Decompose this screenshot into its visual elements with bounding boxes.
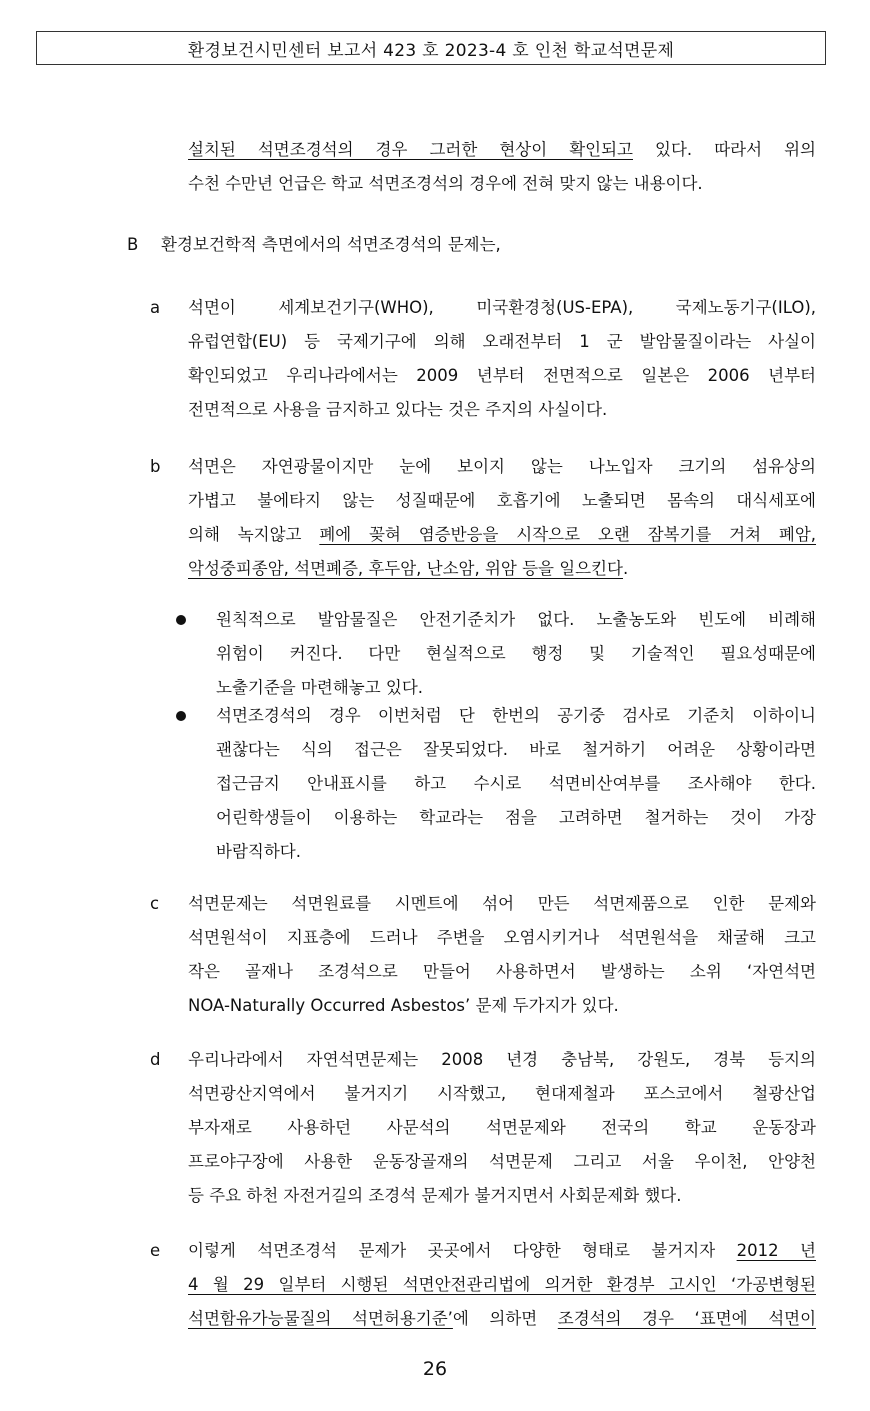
- item-e-marker: e: [150, 1241, 161, 1260]
- item-a-marker: a: [150, 298, 161, 317]
- item-c-paragraph: 석면문제는 석면원료를 시멘트에 섞어 만든 석면제품으로 인한 문제와 석면원석이 지표층에 드러나 주변을 오염시키거나 석면원석을 채굴해 크고 작은 골재나 조경석으로 만들어 사용하면서 발생하는 소위 ‘자연석면 NOA-Naturally Occurred Asbestos’ 문제 두가지가 있다.: [188, 894, 816, 1015]
- section-b-label: B: [127, 235, 139, 254]
- intro-underlined-text: 설치된 석면조경석의 경우 그러한 현상이 확인되고: [188, 140, 633, 159]
- item-e-underlined-text: 2012 년: [736, 1241, 816, 1260]
- item-b-underlined-text: 폐에 꽂혀 염증반응을 시작으로 오랜 잠복기를 거쳐 폐암,: [319, 525, 817, 544]
- item-e-paragraph: 이렇게 석면조경석 문제가 곳곳에서 다양한 형태로 불거지자 2012 년 4 월 29 일부터 시행된 석면안전관리법에 의거한 환경부 고시인 ‘가공변형된 석면함유가능물질의 석면허용기준’에 의하면 조경석의 경우 ‘표면에 석면이: [188, 1241, 817, 1328]
- item-e-underlined-text-2: 4 월 29 일부터 시행된 석면안전관리법에 의거한 환경부 고시인 ‘가공변형된: [188, 1275, 816, 1294]
- bullet-1-text: 원칙적으로 발암물질은 안전기준치가 없다. 노출농도와 빈도에 비례해 위험이 커진다. 다만 현실적으로 행정 및 기술적인 필요성때문에 노출기준을 마련해놓고 있다.: [216, 610, 816, 697]
- item-c-marker: c: [150, 894, 160, 913]
- intro-line-1: 설치된 석면조경석의 경우 그러한 현상이 확인되고 있다. 따라서 위의: [188, 140, 816, 159]
- intro-paragraph: [188, 133, 816, 201]
- item-d-marker: d: [150, 1050, 161, 1069]
- bullet-dot: [176, 711, 186, 721]
- item-b-underlined-text-2: 악성중피종암, 석면폐증, 후두암, 난소암, 위암 등을 일으킨다: [188, 559, 623, 578]
- item-e-underlined-text-4: 조경석의 경우 ‘표면에 석면이: [557, 1309, 817, 1328]
- section-b-heading: [127, 228, 501, 262]
- page-number: 26: [422, 1358, 448, 1380]
- bullet-2-text: 석면조경석의 경우 이번처럼 단 한번의 공기중 검사로 기준치 이하이니 괜찮다는 식의 접근은 잘못되었다. 바로 철거하기 어려운 상황이라면 접근금지 안내표시를 하고 수시로 석면비산여부를 조사해야 한다. 어린학생들이 이용하는 학교라는 점을 고려하면 철거하는 것이 가장 바람직하다.: [216, 706, 816, 861]
- item-a-paragraph: 석면이 세계보건기구(WHO), 미국환경청(US-EPA), 국제노동기구(ILO), 유럽연합(EU) 등 국제기구에 의해 오래전부터 1 군 발암물질이라는 사실이 확인되었고 우리나라에서는 2009 년부터 전면적으로 일본은 2006 년부터 전면적으로 사용을 금지하고 있다는 것은 주지의 사실이다.: [188, 298, 816, 419]
- header-title: 환경보건시민센터 보고서 423 호 2023-4 호 인천 학교석면문제: [36, 31, 826, 65]
- item-b-marker: b: [150, 457, 161, 476]
- item-e-underlined-text-3: 석면함유가능물질의 석면허용기준’: [188, 1309, 453, 1328]
- section-b-title: 환경보건학적 측면에서의 석면조경석의 문제는,: [161, 235, 501, 254]
- item-b-paragraph: 석면은 자연광물이지만 눈에 보이지 않는 나노입자 크기의 섬유상의 가볍고 불에타지 않는 성질때문에 호흡기에 노출되면 몸속의 대식세포에 의해 녹지않고 폐에 꽂혀 염증반응을 시작으로 오랜 잠복기를 거쳐 폐암, 악성중피종암, 석면폐증, 후두암, 난소암, 위암 등을 일으킨다.: [188, 457, 817, 578]
- bullet-dot: [176, 615, 186, 625]
- item-d-paragraph: 우리나라에서 자연석면문제는 2008 년경 충남북, 강원도, 경북 등지의 석면광산지역에서 불거지기 시작했고, 현대제철과 포스코에서 철광산업 부자재로 사용하던 사문석의 석면문제와 전국의 학교 운동장과 프로야구장에 사용한 운동장골재의 석면문제 그리고 서울 우이천, 안양천 등 주요 하천 자전거길의 조경석 문제가 불거지면서 사회문제화 했다.: [188, 1050, 816, 1205]
- intro-line-2: 수천 수만년 언급은 학교 석면조경석의 경우에 전혀 맞지 않는 내용이다.: [188, 174, 703, 193]
